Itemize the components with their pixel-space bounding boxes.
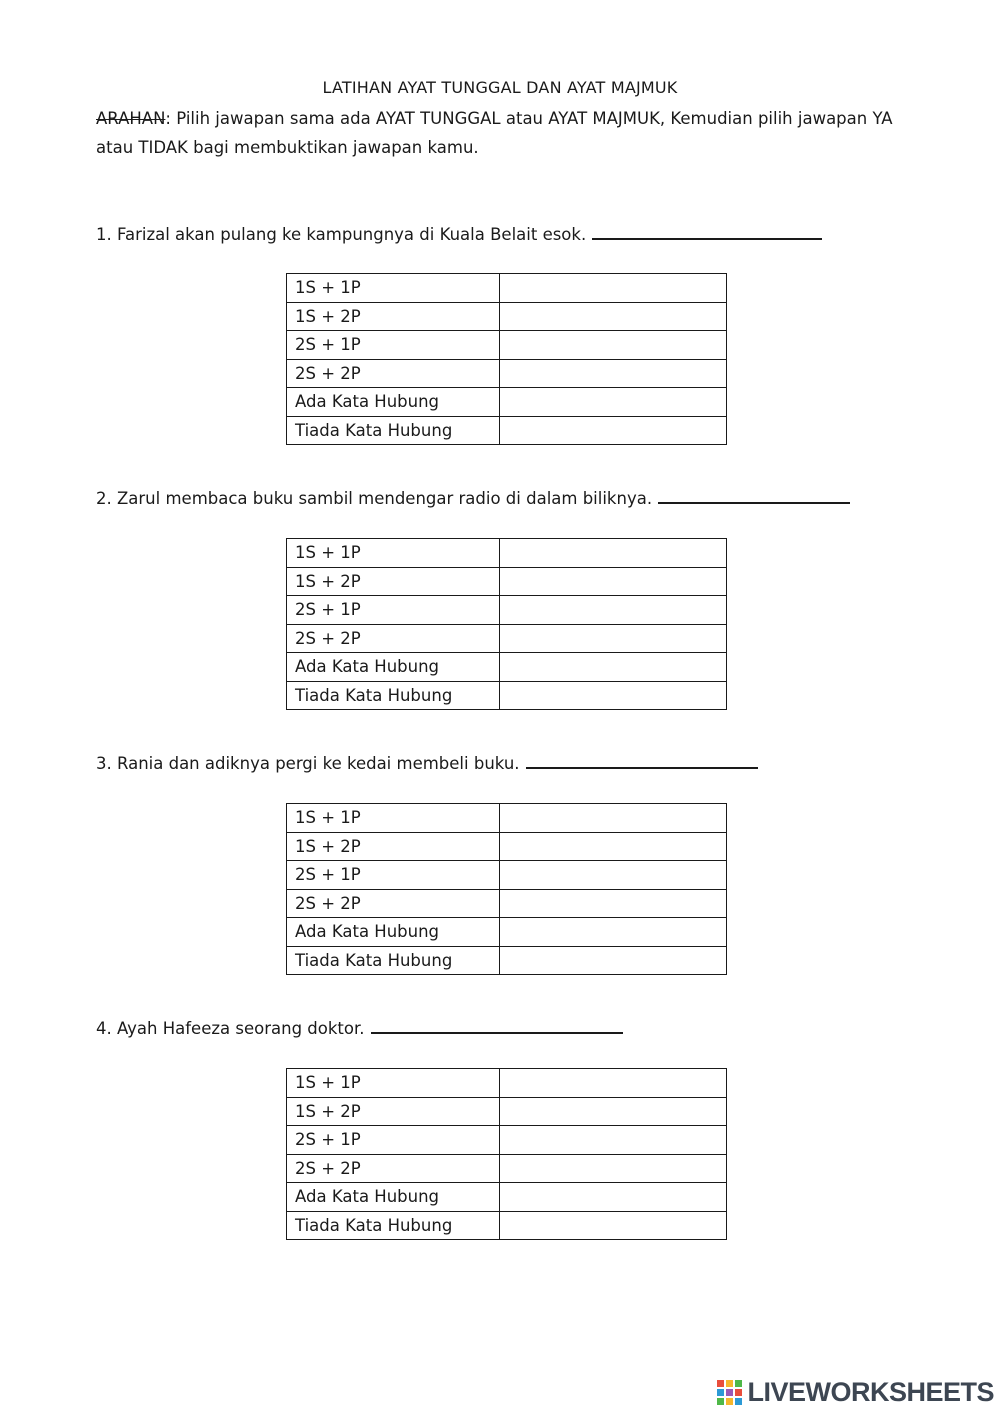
table-row xyxy=(287,1211,727,1240)
option-answer-cell[interactable] xyxy=(500,567,727,596)
option-label: 2S + 2P xyxy=(287,359,500,388)
option-answer-cell[interactable] xyxy=(500,889,727,918)
option-answer-cell[interactable] xyxy=(500,274,727,303)
option-label: Tiada Kata Hubung xyxy=(287,946,500,975)
option-label: 1S + 1P xyxy=(287,274,500,303)
page-title: LATIHAN AYAT TUNGGAL DAN AYAT MAJMUK xyxy=(322,78,678,97)
table-row xyxy=(287,681,727,710)
option-answer-cell[interactable] xyxy=(500,832,727,861)
option-label: 2S + 2P xyxy=(287,889,500,918)
option-label: Ada Kata Hubung xyxy=(287,653,500,682)
option-answer-cell[interactable] xyxy=(500,1211,727,1240)
option-label: 2S + 2P xyxy=(287,1154,500,1183)
option-answer-cell[interactable] xyxy=(500,1097,727,1126)
option-answer-cell[interactable] xyxy=(500,861,727,890)
table-row xyxy=(287,624,727,653)
option-label: 1S + 2P xyxy=(287,832,500,861)
table-row xyxy=(287,596,727,625)
logo-square xyxy=(726,1398,733,1405)
logo-square xyxy=(717,1380,724,1387)
option-answer-cell[interactable] xyxy=(500,302,727,331)
option-label: 1S + 2P xyxy=(287,302,500,331)
option-answer-cell[interactable] xyxy=(500,918,727,947)
option-label: 2S + 1P xyxy=(287,331,500,360)
logo-square xyxy=(726,1380,733,1387)
table-row xyxy=(287,1154,727,1183)
table-row xyxy=(287,1097,727,1126)
table-row xyxy=(287,861,727,890)
option-label: 2S + 1P xyxy=(287,1126,500,1155)
option-label: 1S + 2P xyxy=(287,567,500,596)
table-row xyxy=(287,359,727,388)
option-answer-cell[interactable] xyxy=(500,331,727,360)
option-label: 1S + 1P xyxy=(287,1069,500,1098)
logo-square xyxy=(735,1380,742,1387)
table-row xyxy=(287,539,727,568)
option-label: 1S + 1P xyxy=(287,804,500,833)
option-label: 2S + 2P xyxy=(287,624,500,653)
logo-square xyxy=(717,1389,724,1396)
logo-square xyxy=(735,1398,742,1405)
table-row xyxy=(287,946,727,975)
question-text: 4. Ayah Hafeeza seorang doktor. xyxy=(96,1019,365,1038)
option-answer-cell[interactable] xyxy=(500,539,727,568)
question-4 xyxy=(96,1016,623,1038)
option-label: Ada Kata Hubung xyxy=(287,1183,500,1212)
instructions-label: ARAHAN xyxy=(96,109,166,128)
table-row xyxy=(287,274,727,303)
table-row xyxy=(287,804,727,833)
option-answer-cell[interactable] xyxy=(500,416,727,445)
answer-blank[interactable] xyxy=(592,222,822,240)
logo-square xyxy=(717,1398,724,1405)
option-answer-cell[interactable] xyxy=(500,388,727,417)
options-table xyxy=(286,1068,727,1240)
question-1 xyxy=(96,222,822,244)
option-answer-cell[interactable] xyxy=(500,681,727,710)
instructions xyxy=(96,104,916,162)
table-row xyxy=(287,1183,727,1212)
table-row xyxy=(287,889,727,918)
table-row xyxy=(287,1126,727,1155)
question-2 xyxy=(96,486,850,508)
table-row xyxy=(287,832,727,861)
option-answer-cell[interactable] xyxy=(500,624,727,653)
liveworksheets-logo[interactable] xyxy=(717,1375,994,1409)
logo-wordmark: LIVEWORKSHEETS xyxy=(747,1376,994,1407)
option-answer-cell[interactable] xyxy=(500,1126,727,1155)
table-row xyxy=(287,1069,727,1098)
question-text: 1. Farizal akan pulang ke kampungnya di Kuala Belait esok. xyxy=(96,225,587,244)
table-row xyxy=(287,331,727,360)
option-label: 1S + 2P xyxy=(287,1097,500,1126)
option-label: 2S + 1P xyxy=(287,596,500,625)
table-row xyxy=(287,388,727,417)
option-answer-cell[interactable] xyxy=(500,596,727,625)
options-table xyxy=(286,803,727,975)
logo-grid-icon xyxy=(717,1380,742,1405)
answer-blank[interactable] xyxy=(526,751,758,769)
answer-blank[interactable] xyxy=(658,486,850,504)
table-row xyxy=(287,918,727,947)
instructions-text: : Pilih jawapan sama ada AYAT TUNGGAL atau AYAT MAJMUK, Kemudian pilih jawapan YA atau TIDAK bagi membuktikan jawapan kamu. xyxy=(96,109,893,157)
table-row xyxy=(287,416,727,445)
option-answer-cell[interactable] xyxy=(500,359,727,388)
table-row xyxy=(287,653,727,682)
option-answer-cell[interactable] xyxy=(500,804,727,833)
question-text: 3. Rania dan adiknya pergi ke kedai membeli buku. xyxy=(96,754,520,773)
option-answer-cell[interactable] xyxy=(500,1183,727,1212)
option-label: 1S + 1P xyxy=(287,539,500,568)
option-answer-cell[interactable] xyxy=(500,1154,727,1183)
question-text: 2. Zarul membaca buku sambil mendengar radio di dalam biliknya. xyxy=(96,489,653,508)
option-label: Tiada Kata Hubung xyxy=(287,681,500,710)
option-label: Tiada Kata Hubung xyxy=(287,416,500,445)
option-label: 2S + 1P xyxy=(287,861,500,890)
option-answer-cell[interactable] xyxy=(500,653,727,682)
question-3 xyxy=(96,751,758,773)
option-answer-cell[interactable] xyxy=(500,1069,727,1098)
table-row xyxy=(287,567,727,596)
option-answer-cell[interactable] xyxy=(500,946,727,975)
logo-square xyxy=(735,1389,742,1396)
options-table xyxy=(286,538,727,710)
options-table xyxy=(286,273,727,445)
table-row xyxy=(287,302,727,331)
answer-blank[interactable] xyxy=(371,1016,623,1034)
logo-square xyxy=(726,1389,733,1396)
option-label: Tiada Kata Hubung xyxy=(287,1211,500,1240)
option-label: Ada Kata Hubung xyxy=(287,388,500,417)
option-label: Ada Kata Hubung xyxy=(287,918,500,947)
